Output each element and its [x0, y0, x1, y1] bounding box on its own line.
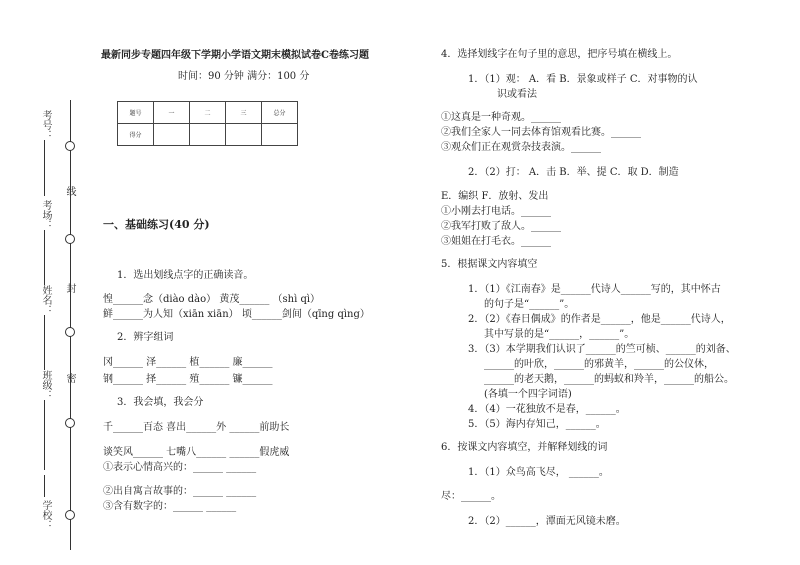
- q4-sentence[interactable]: ①这真是一种奇观。______: [441, 112, 561, 123]
- q3-title: 3．我会填，我会分: [117, 397, 204, 408]
- q6-item[interactable]: 1．（1）众鸟高飞尽， ______。: [468, 467, 609, 478]
- q4-sentence[interactable]: ②我军打败了敌人。______: [441, 221, 561, 232]
- q3-line[interactable]: ②出自寓言故事的：______ ______: [103, 486, 257, 497]
- q5-item-cont[interactable]: ______的老天鹅，______的蚂蚁和羚羊，______的船公。: [484, 374, 734, 385]
- exam-room-blank[interactable]: [44, 230, 45, 285]
- binding-hole: [65, 510, 75, 520]
- q2-row[interactable]: 冈______ 泽______ 植______ 廉______: [103, 357, 273, 368]
- q4-title: 4．选择划线字在句子里的意思，把序号填在横线上。: [441, 49, 678, 60]
- score-header-cell: 总分: [262, 102, 298, 124]
- q1-line[interactable]: 惶______念（diào dào） 黄茂______ （shì qì）: [103, 294, 321, 305]
- q5-item-note: (各填一个四字词语): [484, 389, 572, 400]
- q2-title: 2．辨字组词: [117, 332, 174, 343]
- q5-item-cont[interactable]: 其中写景的是“______，______”。: [484, 329, 635, 340]
- score-input-cell[interactable]: [190, 124, 226, 146]
- section-heading: 一、基础练习(40 分): [103, 218, 210, 231]
- q5-item[interactable]: 4．（4）一花独放不是春，______。: [468, 404, 626, 415]
- q4-part: 1．（1）观： A．看 B．景象或样子 C．对事物的认: [468, 74, 698, 85]
- q1-line[interactable]: 鲜______为人知（xiān xiān） 顷______剑间（qīng qìng）: [103, 309, 370, 320]
- q4-part-cont: 识或看法: [497, 89, 537, 100]
- q5-item-cont[interactable]: 的句子是“______”。: [484, 299, 575, 310]
- q5-item[interactable]: 3．（3）本学期我们认识了______的竺可桢、______的刘备、: [468, 344, 736, 355]
- binding-hole: [65, 234, 75, 244]
- q6-item[interactable]: 2．（2）______，潭面无风镜未磨。: [468, 516, 626, 527]
- exam-number-label: 考号：: [40, 110, 51, 140]
- q4-sentence[interactable]: ③姐姐在打毛衣。______: [441, 236, 551, 247]
- q2-row[interactable]: 钢______ 择______ 殖______ 镰______: [103, 374, 273, 385]
- q4-sentence[interactable]: ③观众们正在观赏杂技表演。______: [441, 142, 601, 153]
- binding-hole: [65, 141, 75, 151]
- seal-char: 封: [64, 283, 75, 293]
- class-blank[interactable]: [44, 400, 45, 470]
- name-blank[interactable]: [44, 315, 45, 370]
- name-label: 姓名：: [40, 285, 51, 315]
- score-row-label: 得分: [118, 124, 154, 146]
- score-table: [117, 101, 298, 146]
- exam-room-label: 考场：: [40, 200, 51, 230]
- q4-part: 2．（2）打： A．击 B．举、提 C．取 D．制造: [468, 167, 679, 178]
- q5-title: 5．根据课文内容填空: [441, 259, 538, 270]
- score-input-cell[interactable]: [226, 124, 262, 146]
- class-label: 班级：: [40, 370, 51, 400]
- q1-title: 1．选出划线点字的正确读音。: [117, 270, 254, 281]
- score-header-cell: 二: [190, 102, 226, 124]
- q3-line[interactable]: ①表示心情高兴的：______ ______: [103, 462, 257, 473]
- q4-sentence[interactable]: ①小刚去打电话。______: [441, 206, 551, 217]
- q3-line[interactable]: ③含有数字的：______ ______: [103, 501, 237, 512]
- score-header-cell: 题号: [118, 102, 154, 124]
- q5-item-cont[interactable]: ______的叶欣，______的邪黄羊，______的公仪休，: [484, 359, 714, 370]
- page-title: 最新同步专题四年级下学期小学语文期末模拟试卷C卷练习题: [101, 50, 369, 61]
- q6-title: 6．按课文内容填空，并解释划线的词: [441, 442, 608, 453]
- school-blank[interactable]: [44, 475, 45, 497]
- seal-char: 线: [64, 186, 75, 196]
- score-header-cell: 一: [154, 102, 190, 124]
- q3-line[interactable]: 千______百态 喜出______外 ______前助长: [103, 422, 290, 433]
- q3-line[interactable]: 谈笑风______ 七嘴八______ ______假虎威: [103, 447, 290, 458]
- score-input-cell[interactable]: [262, 124, 298, 146]
- q4-sentence[interactable]: ②我们全家人一同去体育馆观看比赛。______: [441, 127, 641, 138]
- time-info: 时间：90 分钟 满分：100 分: [178, 71, 310, 82]
- q4-part-cont: E．编织 F．放射、发出: [441, 191, 549, 202]
- seal-char: 密: [64, 373, 75, 383]
- q5-item[interactable]: 1．（1）《江南春》是______代诗人______写的，其中怀古: [468, 284, 721, 295]
- q6-item-cont[interactable]: 尽：______。: [441, 491, 501, 502]
- q5-item[interactable]: 5．（5）海内存知己，______。: [468, 419, 606, 430]
- binding-line: [70, 100, 71, 550]
- binding-hole: [65, 327, 75, 337]
- score-header-cell: 三: [226, 102, 262, 124]
- q5-item[interactable]: 2．（2）《春日偶成》的作者是______，他是______代诗人，: [468, 314, 731, 325]
- score-input-cell[interactable]: [154, 124, 190, 146]
- school-label: 学校：: [40, 500, 51, 530]
- exam-number-blank[interactable]: [44, 140, 45, 196]
- binding-hole: [65, 418, 75, 428]
